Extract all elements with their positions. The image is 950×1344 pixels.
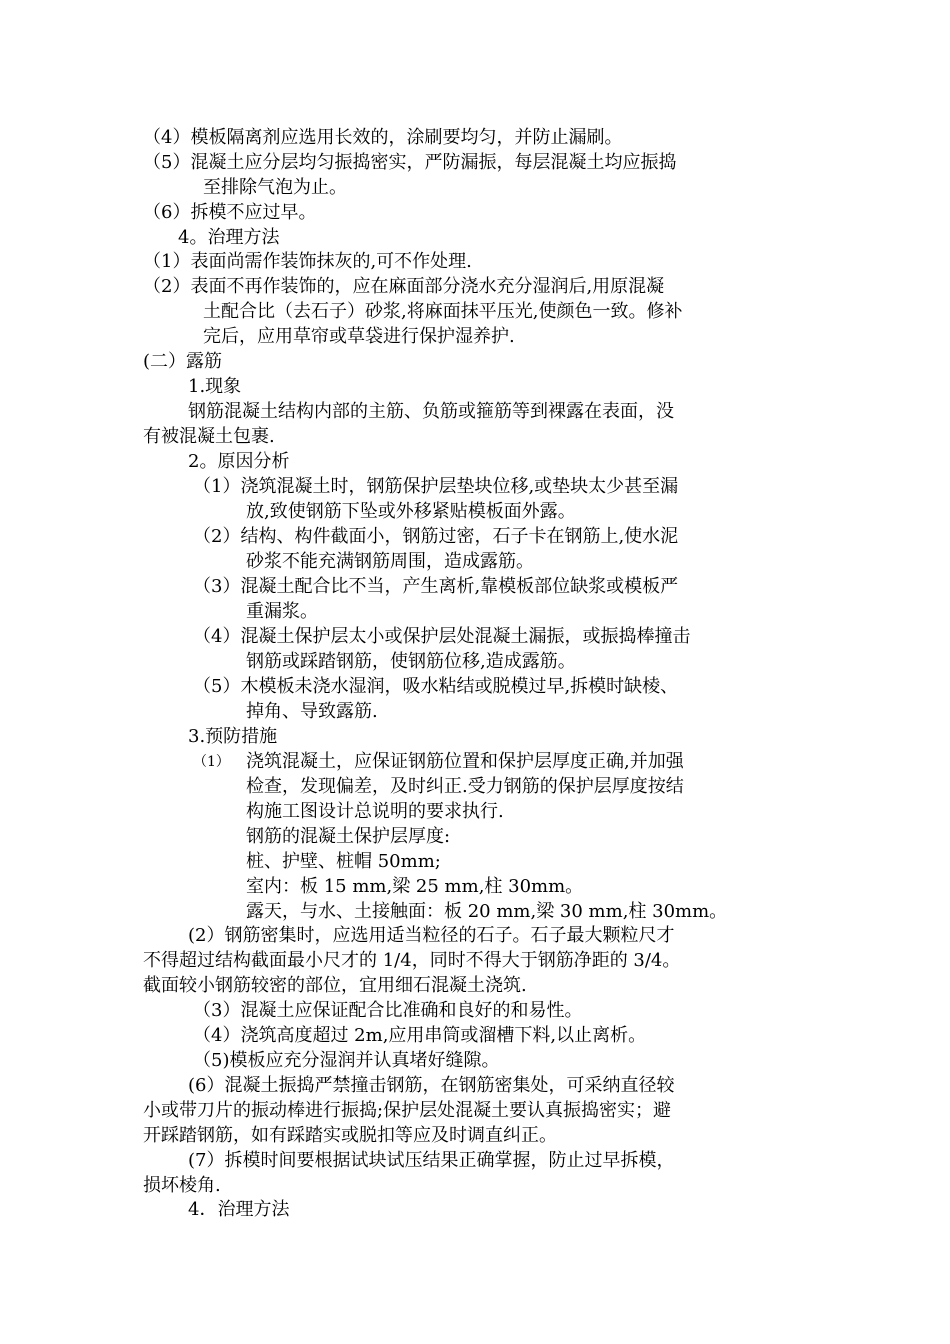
- section-heading: 2。原因分析: [188, 451, 290, 472]
- text-line: （3）混凝土应保证配合比准确和良好的和易性。: [193, 1000, 583, 1021]
- text-line: （4）模板隔离剂应选用长效的，涂刷要均匀，并防止漏刷。: [143, 127, 623, 148]
- text-line: 完后，应用草帘或草袋进行保护湿养护.: [203, 326, 515, 347]
- text-line: 重漏浆。: [246, 601, 318, 622]
- text-line: 有被混凝土包裹.: [143, 426, 275, 447]
- text-line: 钢筋或踩踏钢筋，使钢筋位移,造成露筋。: [246, 651, 576, 672]
- text-line: 钢筋的混凝土保护层厚度:: [246, 826, 451, 847]
- text-line: (2）钢筋密集时，应选用适当粒径的石子。石子最大颗粒尺才: [188, 925, 675, 946]
- text-line: 桩、护壁、桩帽 50mm;: [246, 851, 441, 872]
- text-line: （6）拆模不应过早。: [143, 202, 317, 223]
- text-line: （5）混凝土应分层均匀振捣密实，严防漏振，每层混凝土均应振捣: [143, 152, 677, 173]
- section-heading: 1.现象: [188, 376, 242, 397]
- text-line: （2）表面不再作装饰的，应在麻面部分浇水充分湿润后,用原混凝: [143, 276, 665, 297]
- section-heading: 4．治理方法: [188, 1199, 290, 1220]
- text-line: 室内：板 15 mm,梁 25 mm,柱 30mm。: [246, 876, 584, 897]
- text-line: （1）浇筑混凝土时，钢筋保护层垫块位移,或垫块太少甚至漏: [193, 476, 679, 497]
- text-line: (7）拆模时间要根据试块试压结果正确掌握，防止过早拆模，: [188, 1150, 675, 1171]
- section-heading: 4。治理方法: [178, 227, 280, 248]
- text-line: （5)模板应充分湿润并认真堵好缝隙。: [193, 1050, 500, 1071]
- text-line: 构施工图设计总说明的要求执行.: [246, 801, 504, 822]
- text-line: 至排除气泡为止。: [203, 177, 347, 198]
- text-line: （1）表面尚需作装饰抹灰的,可不作处理.: [143, 251, 472, 272]
- text-line: 钢筋混凝土结构内部的主筋、负筋或箍筋等到裸露在表面，没: [188, 401, 674, 422]
- text-line: 损坏棱角.: [143, 1175, 221, 1196]
- text-line: 检查，发现偏差，及时纠正.受力钢筋的保护层厚度按结: [246, 776, 684, 797]
- text-line: （4）浇筑高度超过 2m,应用串筒或溜槽下料,以止离析。: [193, 1025, 647, 1046]
- text-line: 露天，与水、土接触面：板 20 mm,梁 30 mm,柱 30mm。: [246, 901, 728, 922]
- text-line: 砂浆不能充满钢筋周围，造成露筋。: [246, 551, 534, 572]
- text-line: （4）混凝土保护层太小或保护层处混凝土漏振，或振捣棒撞击: [193, 626, 691, 647]
- text-line: 放,致使钢筋下坠或外移紧贴模板面外露。: [246, 501, 576, 522]
- text-line: 土配合比（去石子）砂浆,将麻面抹平压光,使颜色一致。修补: [203, 301, 683, 322]
- text-line: （3）混凝土配合比不当，产生离析,靠模板部位缺浆或模板严: [193, 576, 679, 597]
- text-line: （2）结构、构件截面小，钢筋过密，石子卡在钢筋上,使水泥: [193, 526, 679, 547]
- text-line: 开踩踏钢筋，如有踩踏实或脱扣等应及时调直纠正。: [143, 1125, 557, 1146]
- text-line: 小或带刀片的振动棒进行振捣;保护层处混凝土要认真振捣密实；避: [143, 1100, 672, 1121]
- text-line: （5）木模板未浇水湿润，吸水粘结或脱模过早,拆模时缺棱、: [193, 676, 679, 697]
- list-number: （1）: [193, 754, 230, 770]
- chapter-heading: (二）露筋: [143, 351, 223, 372]
- text-line: 浇筑混凝土，应保证钢筋位置和保护层厚度正确,并加强: [246, 751, 684, 772]
- section-heading: 3.预防措施: [188, 726, 278, 747]
- text-line: 掉角、导致露筋.: [246, 701, 378, 722]
- text-line: 不得超过结构截面最小尺才的 1/4，同时不得大于钢筋净距的 3/4。: [143, 950, 681, 971]
- text-line: (6）混凝土振捣严禁撞击钢筋，在钢筋密集处，可采纳直径较: [188, 1075, 675, 1096]
- text-line: 截面较小钢筋较密的部位，宜用细石混凝土浇筑.: [143, 975, 527, 996]
